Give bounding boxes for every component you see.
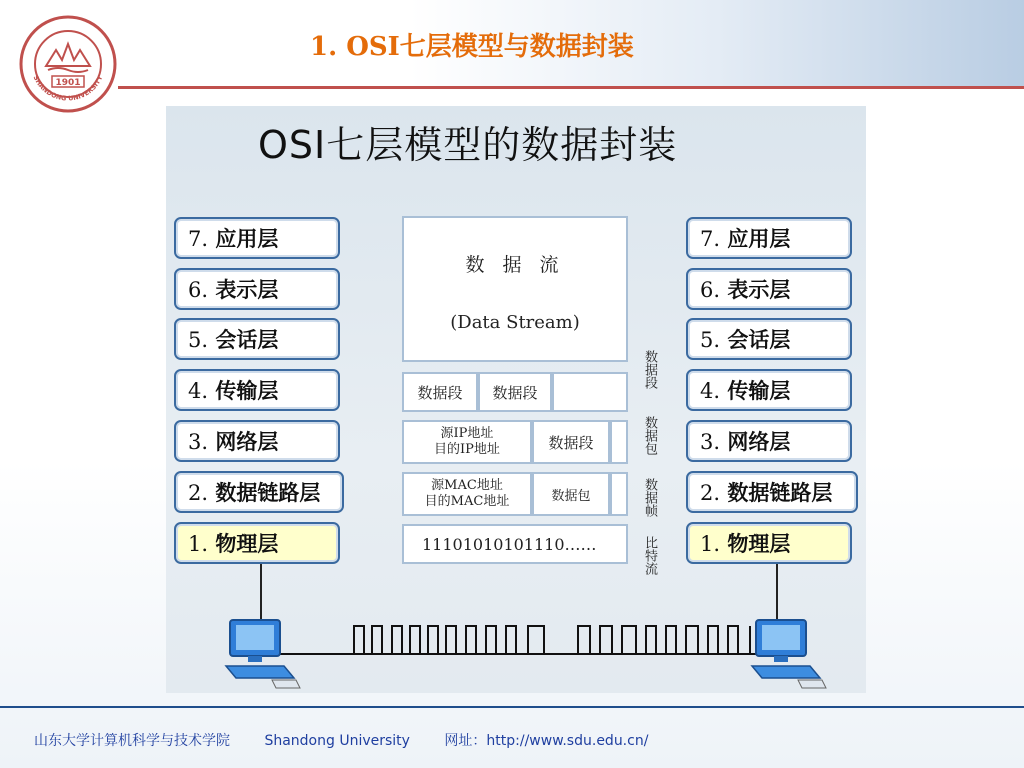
src-mac-label: 源MAC地址	[431, 478, 503, 493]
footer-university: Shandong University	[264, 733, 410, 749]
footer-college: 山东大学计算机科学与技术学院	[34, 733, 230, 749]
right-layer-2: 2. 数据链路层	[686, 471, 858, 513]
left-layer-3: 3. 网络层	[174, 420, 340, 462]
dst-mac-label: 目的MAC地址	[424, 494, 510, 509]
src-ip-label: 源IP地址	[440, 426, 494, 441]
packet-tail-cell	[610, 420, 628, 464]
segment-cell-b: 数据段	[478, 372, 552, 412]
logo-year: 1901	[55, 78, 81, 88]
right-layer-7: 7. 应用层	[686, 217, 852, 259]
side-label-packet: 数据包	[642, 416, 657, 455]
left-layer-1: 1. 物理层	[174, 522, 340, 564]
frame-tail-cell	[610, 472, 628, 516]
footer-rule	[0, 706, 1024, 708]
side-label-bits: 比特流	[642, 536, 657, 575]
logo-text: SHANDONG UNIVERSITY	[31, 74, 105, 103]
packet-header-cell	[402, 420, 532, 464]
osi-diagram	[166, 106, 866, 693]
right-layer-1: 1. 物理层	[686, 522, 852, 564]
segment-cell-empty	[552, 372, 628, 412]
data-stream-box	[402, 216, 628, 362]
right-computer-icon	[750, 616, 830, 692]
left-layer-4: 4. 传输层	[174, 369, 340, 411]
left-layer-5: 5. 会话层	[174, 318, 340, 360]
packet-payload-cell: 数据段	[532, 420, 610, 464]
frame-payload-cell: 数据包	[532, 472, 610, 516]
footer-website-link[interactable]: 网址：http://www.sdu.edu.cn/	[444, 733, 649, 749]
data-stream-subtitle: (Data Stream)	[450, 312, 580, 333]
right-layer-5: 5. 会话层	[686, 318, 852, 360]
right-layer-6: 6. 表示层	[686, 268, 852, 310]
dst-ip-label: 目的IP地址	[434, 442, 500, 457]
side-label-segment: 数据段	[642, 350, 657, 389]
title-rule	[118, 86, 1024, 89]
frame-header-cell	[402, 472, 532, 516]
left-layer-6: 6. 表示层	[174, 268, 340, 310]
left-layer-7: 7. 应用层	[174, 217, 340, 259]
right-layer-4: 4. 传输层	[686, 369, 852, 411]
bit-stream-cell: 11101010101110……	[402, 524, 628, 564]
footer	[34, 730, 678, 750]
side-label-frame: 数据帧	[642, 478, 657, 517]
left-computer-icon	[224, 616, 304, 692]
data-stream-title: 数 据 流	[465, 254, 565, 276]
left-layer-2: 2. 数据链路层	[174, 471, 344, 513]
slide-title: 1. OSI七层模型与数据封装	[310, 32, 634, 62]
university-logo	[18, 14, 118, 114]
right-layer-3: 3. 网络层	[686, 420, 852, 462]
segment-cell-a: 数据段	[402, 372, 478, 412]
diagram-title: OSI七层模型的数据封装	[258, 123, 678, 167]
